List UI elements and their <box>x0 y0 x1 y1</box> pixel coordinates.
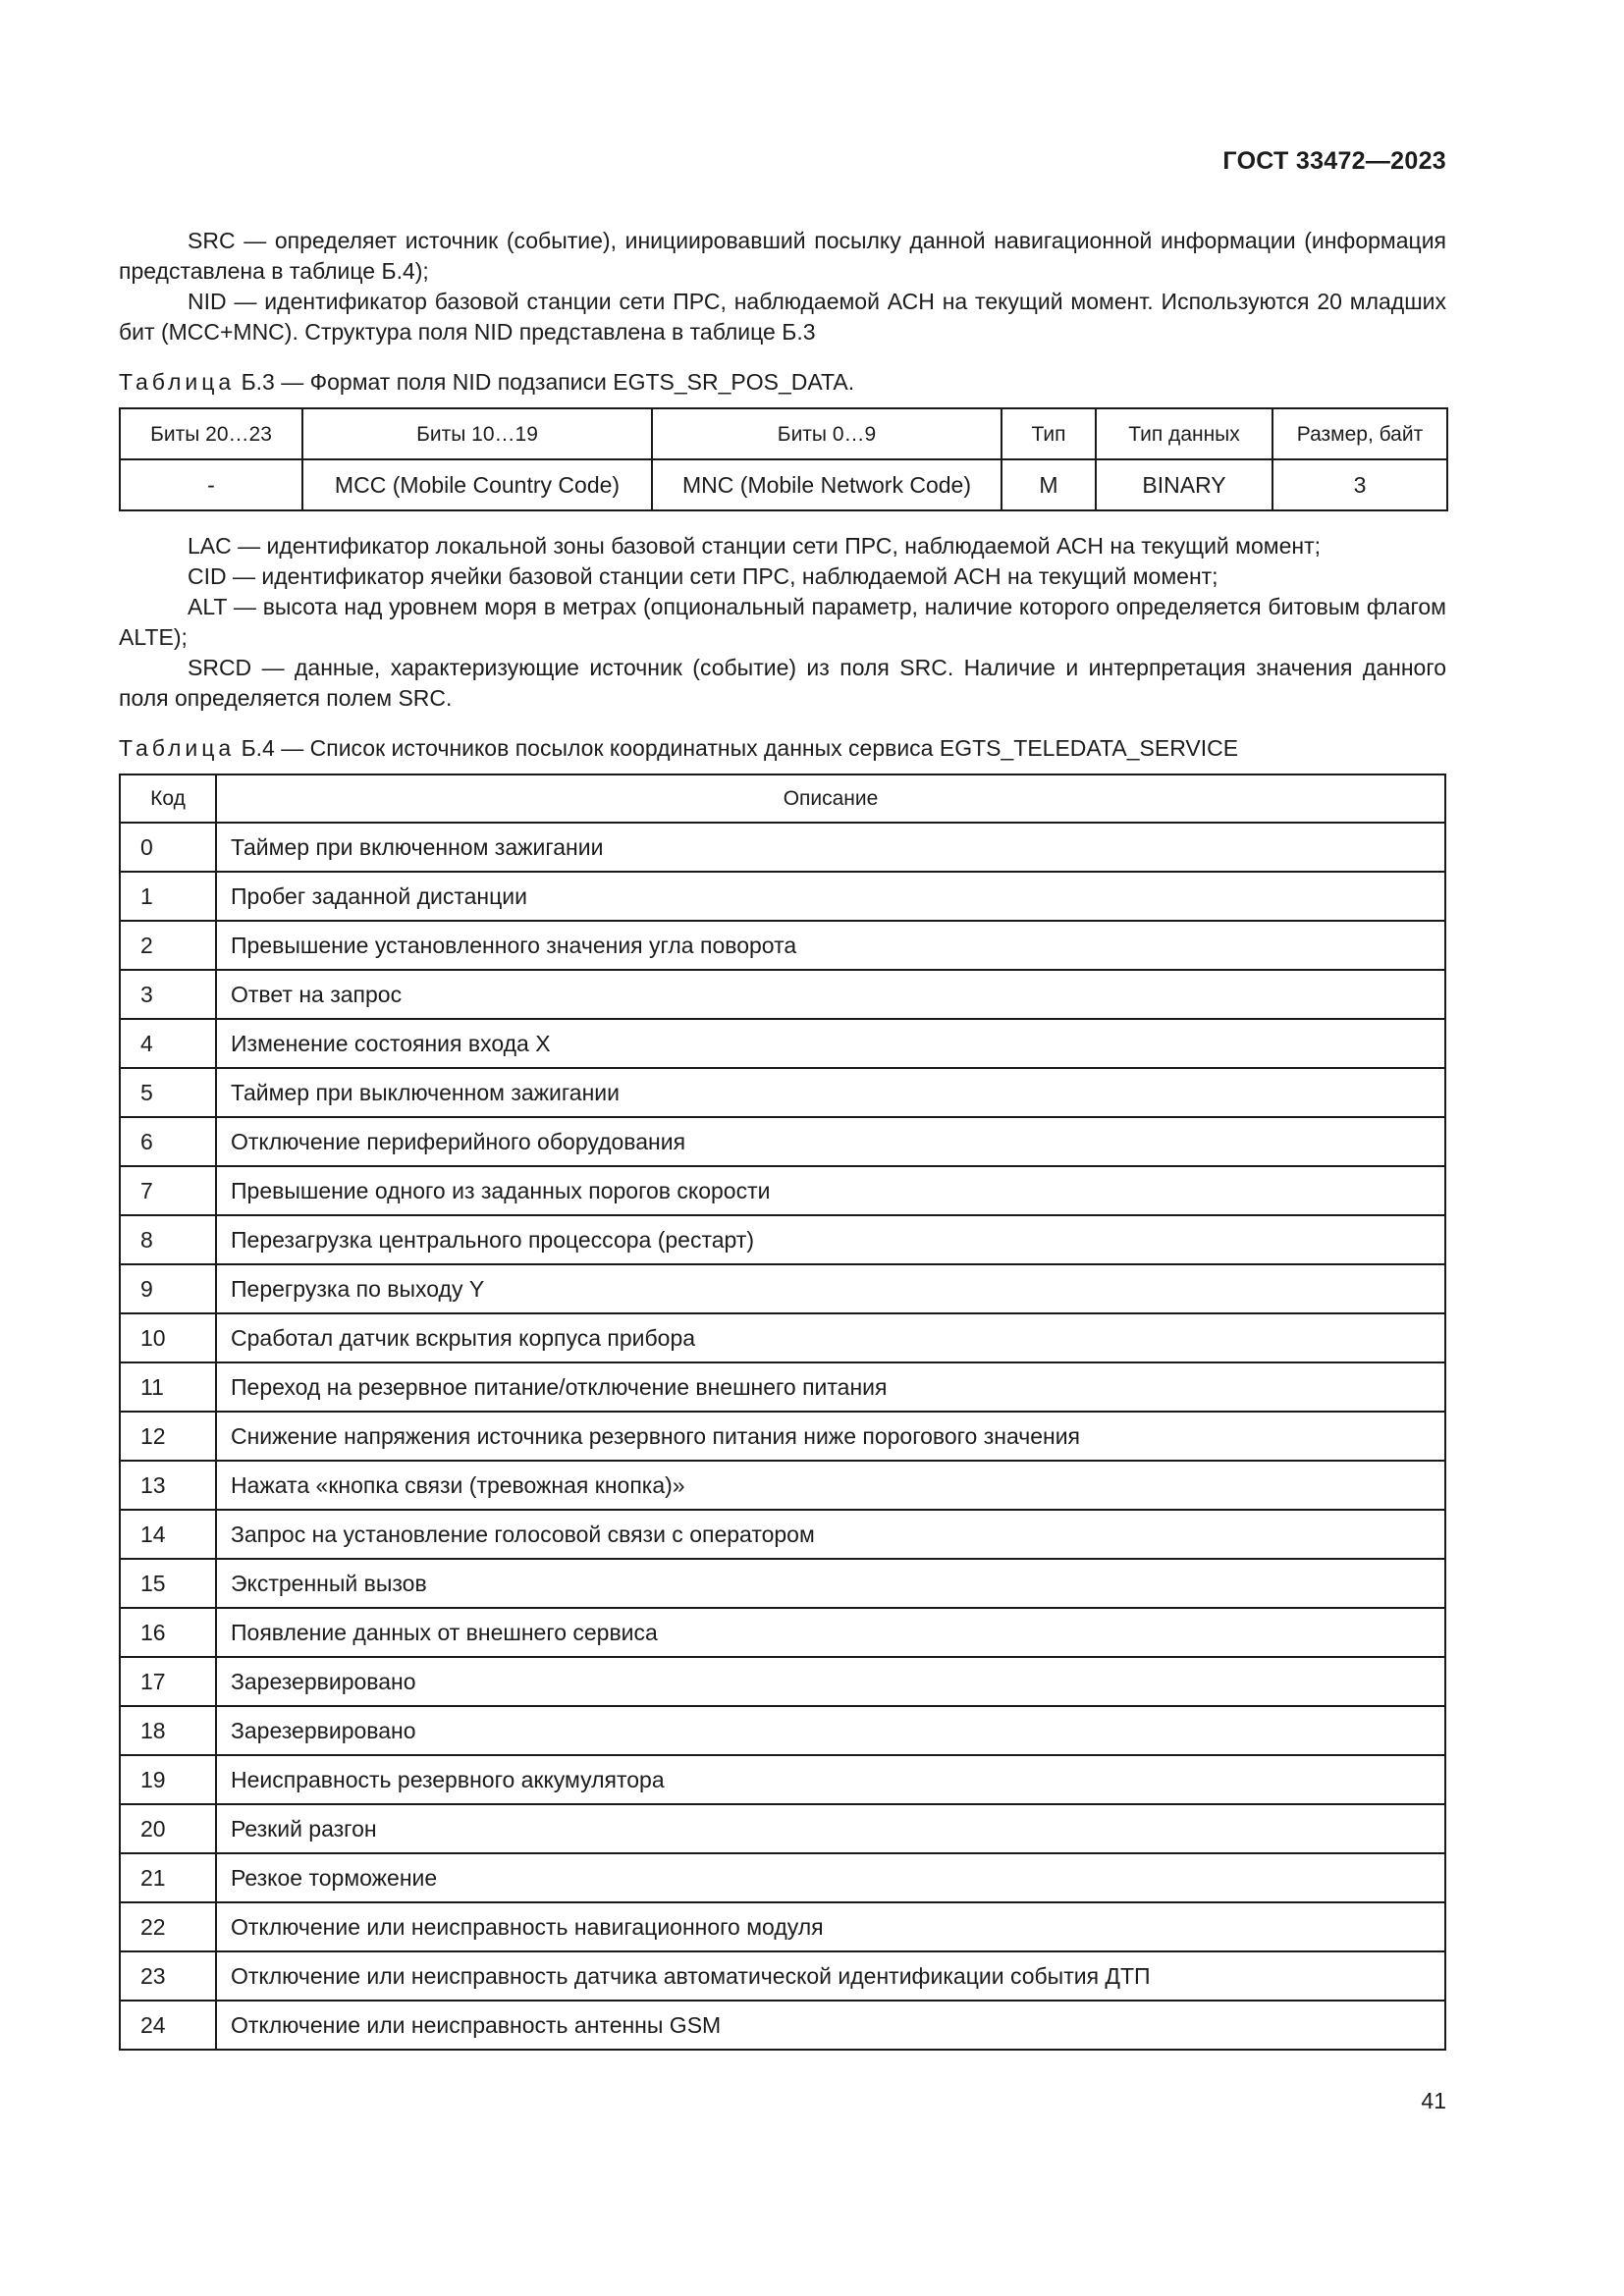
paragraph-cid: CID — идентификатор ячейки базовой станции сети ПРС, наблюдаемой АСН на текущий момент; <box>188 563 1218 589</box>
standard-header: ГОСТ 33472—2023 <box>1222 147 1446 175</box>
code-cell: 6 <box>120 1117 216 1166</box>
table-row <box>120 1215 1445 1264</box>
description-cell: Таймер при выключенном зажигании <box>216 1068 1445 1117</box>
table-row <box>120 1804 1445 1853</box>
table-row <box>120 1019 1445 1068</box>
code-cell: 23 <box>120 1951 216 2001</box>
description-cell: Отключение или неисправность антенны GSM <box>216 2001 1445 2050</box>
code-cell: 1 <box>120 872 216 921</box>
table-b3 <box>119 407 1448 511</box>
paragraph-lac: LAC — идентификатор локальной зоны базовой станции сети ПРС, наблюдаемой АСН на текущий момент; <box>188 533 1321 559</box>
code-cell: 20 <box>120 1804 216 1853</box>
table-row <box>120 1608 1445 1657</box>
paragraph-src: SRC — определяет источник (событие), инициировавший посылку данной навигационной информации (информация представлена в таблице Б.4); <box>119 228 1446 284</box>
code-cell: 11 <box>120 1362 216 1412</box>
description-cell: Перезагрузка центрального процессора (рестарт) <box>216 1215 1445 1264</box>
table-b3-caption <box>119 367 1446 398</box>
description-cell: Перегрузка по выходу Y <box>216 1264 1445 1313</box>
description-cell: Экстренный вызов <box>216 1559 1445 1608</box>
paragraph-nid: NID — идентификатор базовой станции сети ПРС, наблюдаемой АСН на текущий момент. Используются 20 младших бит (MCC+MNC). Структура поля NID представлена в таблице Б.3 <box>119 289 1446 345</box>
table-cell: 3 <box>1272 459 1447 510</box>
code-cell: 8 <box>120 1215 216 1264</box>
table-body <box>120 823 1445 2050</box>
header-cell: Биты 10…19 <box>302 408 652 459</box>
table-header-row <box>120 408 1447 459</box>
code-cell: 5 <box>120 1068 216 1117</box>
table-row <box>120 921 1445 970</box>
code-cell: 21 <box>120 1853 216 1902</box>
header-cell: Тип <box>1001 408 1096 459</box>
table-b4-caption <box>119 733 1446 764</box>
table-row <box>120 1853 1445 1902</box>
table-row <box>120 1166 1445 1215</box>
table-cell: M <box>1001 459 1096 510</box>
header-cell-description: Описание <box>216 774 1445 823</box>
code-cell: 17 <box>120 1657 216 1706</box>
description-cell: Превышение установленного значения угла поворота <box>216 921 1445 970</box>
description-cell: Отключение периферийного оборудования <box>216 1117 1445 1166</box>
table-cell: - <box>120 459 302 510</box>
description-cell: Резкий разгон <box>216 1804 1445 1853</box>
caption-word: Таблица <box>119 735 236 761</box>
table-cell: MNC (Mobile Network Code) <box>652 459 1001 510</box>
header-cell: Размер, байт <box>1272 408 1447 459</box>
description-cell: Резкое торможение <box>216 1853 1445 1902</box>
code-cell: 2 <box>120 921 216 970</box>
description-cell: Изменение состояния входа X <box>216 1019 1445 1068</box>
table-header-row <box>120 774 1445 823</box>
code-cell: 22 <box>120 1902 216 1951</box>
code-cell: 10 <box>120 1313 216 1362</box>
code-cell: 15 <box>120 1559 216 1608</box>
table-cell: BINARY <box>1096 459 1272 510</box>
code-cell: 16 <box>120 1608 216 1657</box>
table-row <box>120 823 1445 872</box>
table-row <box>120 1068 1445 1117</box>
description-cell: Запрос на установление голосовой связи с оператором <box>216 1510 1445 1559</box>
caption-text: Б.4 — Список источников посылок координатных данных сервиса EGTS_TELEDATA_SERVICE <box>241 735 1239 761</box>
code-cell: 9 <box>120 1264 216 1313</box>
table-row <box>120 1951 1445 2001</box>
description-cell: Таймер при включенном зажигании <box>216 823 1445 872</box>
table-row <box>120 1412 1445 1461</box>
code-cell: 18 <box>120 1706 216 1755</box>
description-cell: Ответ на запрос <box>216 970 1445 1019</box>
page-content <box>119 226 1446 2051</box>
description-cell: Превышение одного из заданных порогов скорости <box>216 1166 1445 1215</box>
caption-word: Таблица <box>119 369 236 395</box>
table-row <box>120 1755 1445 1804</box>
table-row <box>120 459 1447 510</box>
header-cell: Биты 0…9 <box>652 408 1001 459</box>
code-cell: 24 <box>120 2001 216 2050</box>
table-row <box>120 970 1445 1019</box>
table-row <box>120 2001 1445 2050</box>
table-row <box>120 1264 1445 1313</box>
table-row <box>120 1706 1445 1755</box>
code-cell: 12 <box>120 1412 216 1461</box>
code-cell: 3 <box>120 970 216 1019</box>
description-cell: Нажата «кнопка связи (тревожная кнопка)» <box>216 1461 1445 1510</box>
description-cell: Зарезервировано <box>216 1706 1445 1755</box>
description-cell: Отключение или неисправность датчика автоматической идентификации события ДТП <box>216 1951 1445 2001</box>
description-cell: Переход на резервное питание/отключение внешнего питания <box>216 1362 1445 1412</box>
table-cell: MCC (Mobile Country Code) <box>302 459 652 510</box>
code-cell: 7 <box>120 1166 216 1215</box>
code-cell: 13 <box>120 1461 216 1510</box>
paragraph-alt: ALT — высота над уровнем моря в метрах (опциональный параметр, наличие которого определяется битовым флагом ALTE); <box>119 594 1446 650</box>
description-cell: Пробег заданной дистанции <box>216 872 1445 921</box>
paragraph-srcd: SRCD — данные, характеризующие источник (событие) из поля SRC. Наличие и интерпретация значения данного поля определяется полем SRC. <box>119 655 1446 711</box>
code-cell: 4 <box>120 1019 216 1068</box>
table-row <box>120 1117 1445 1166</box>
description-cell: Снижение напряжения источника резервного питания ниже порогового значения <box>216 1412 1445 1461</box>
description-cell: Неисправность резервного аккумулятора <box>216 1755 1445 1804</box>
description-cell: Сработал датчик вскрытия корпуса прибора <box>216 1313 1445 1362</box>
code-cell: 19 <box>120 1755 216 1804</box>
table-b4 <box>119 774 1446 2051</box>
table-row <box>120 1461 1445 1510</box>
table-row <box>120 1657 1445 1706</box>
header-cell: Биты 20…23 <box>120 408 302 459</box>
table-row <box>120 1559 1445 1608</box>
code-cell: 0 <box>120 823 216 872</box>
code-cell: 14 <box>120 1510 216 1559</box>
description-cell: Зарезервировано <box>216 1657 1445 1706</box>
table-row <box>120 1902 1445 1951</box>
table-row <box>120 1313 1445 1362</box>
header-cell-code: Код <box>120 774 216 823</box>
table-row <box>120 1510 1445 1559</box>
caption-text: Б.3 — Формат поля NID подзаписи EGTS_SR_POS_DATA. <box>241 369 855 395</box>
table-row <box>120 872 1445 921</box>
header-cell: Тип данных <box>1096 408 1272 459</box>
description-cell: Отключение или неисправность навигационного модуля <box>216 1902 1445 1951</box>
table-row <box>120 1362 1445 1412</box>
description-cell: Появление данных от внешнего сервиса <box>216 1608 1445 1657</box>
page-number: 41 <box>1421 2088 1446 2113</box>
